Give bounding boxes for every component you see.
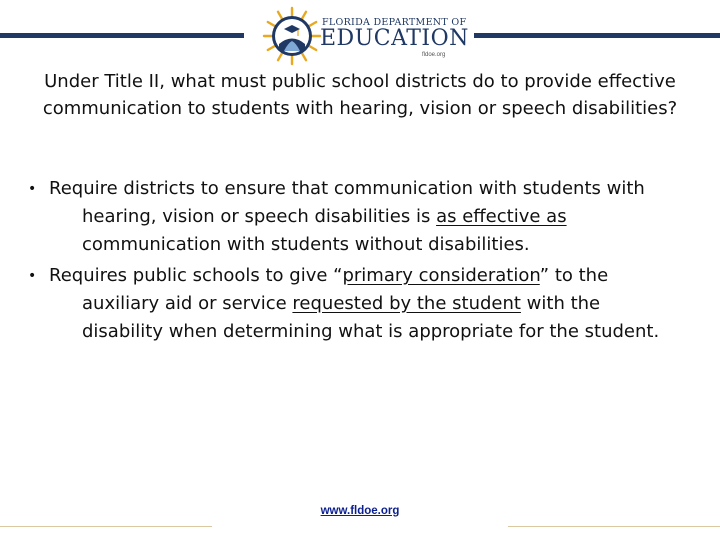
bullet-text-part: Require districts to ensure that communication with students with hearing, vision or speech disabilities is bbox=[49, 178, 645, 227]
bullet-text-part: communication with students without disabilities. bbox=[82, 234, 530, 255]
bullet-item bbox=[28, 262, 678, 346]
footer-rule-left bbox=[0, 526, 212, 527]
footer-rule-right bbox=[508, 526, 720, 527]
bullet-dot-icon: • bbox=[28, 268, 37, 284]
bullet-underlined-phrase: requested by the student bbox=[292, 293, 521, 314]
bullet-dot-icon: • bbox=[28, 181, 37, 197]
bullet-text-part: ” to the auxiliary aid or service bbox=[82, 265, 609, 314]
bullet-list bbox=[28, 175, 678, 349]
logo-url-text: fldoe.org bbox=[422, 52, 446, 58]
slide-question: Under Title II, what must public school districts do to provide effective communication to students with hearing, vision or speech disabilities? bbox=[42, 71, 678, 119]
footer-website-link[interactable]: www.fldoe.org bbox=[320, 505, 400, 517]
bullet-text-part: Requires public schools to give “ bbox=[49, 265, 343, 286]
bullet-underlined-phrase: primary consideration bbox=[342, 265, 540, 286]
bullet-text-part: with the disability when determining what is appropriate for the student. bbox=[82, 293, 660, 342]
header-bar-right bbox=[474, 33, 720, 38]
bullet-underlined-phrase: as effective as bbox=[436, 206, 567, 227]
bullet-text bbox=[49, 175, 678, 259]
logo-education-text: EDUCATION bbox=[320, 26, 469, 51]
logo-department-text: FLORIDA DEPARTMENT OF bbox=[322, 17, 467, 28]
header-bar-left bbox=[0, 33, 244, 38]
fldoe-logo bbox=[262, 5, 469, 67]
sun-seal-icon bbox=[262, 5, 322, 67]
bullet-item bbox=[28, 175, 678, 259]
bullet-text bbox=[49, 262, 678, 346]
